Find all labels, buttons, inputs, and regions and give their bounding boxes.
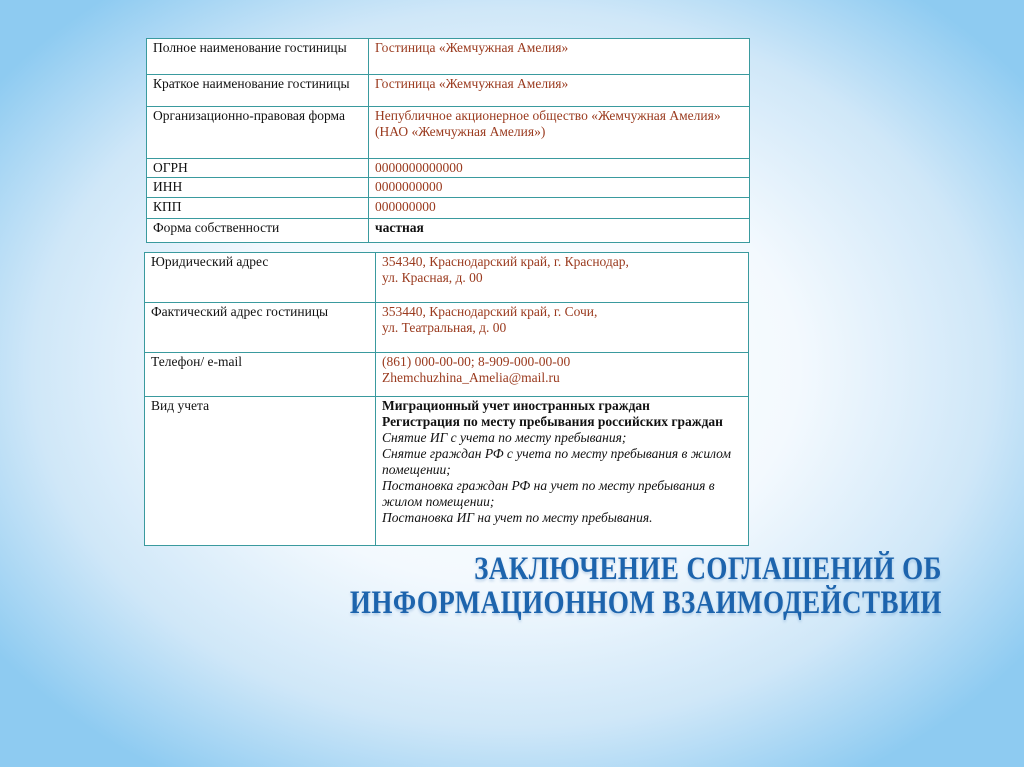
account-type-item: Постановка граждан РФ на учет по месту пребывания в жилом помещении; — [382, 478, 715, 509]
table-row — [147, 178, 750, 198]
address-line: ул. Театральная, д. 00 — [382, 320, 507, 335]
account-type-item: Снятие ИГ с учета по месту пребывания; — [382, 430, 627, 445]
hotel-contacts-table — [144, 252, 749, 546]
row-label: Форма собственности — [147, 219, 369, 243]
table-row — [145, 253, 749, 303]
title-line: ИНФОРМАЦИОННОМ ВЗАИМОДЕЙСТВИИ — [350, 585, 942, 621]
table-row — [147, 159, 750, 178]
email-text: Zhemchuzhina_Amelia@mail.ru — [382, 370, 560, 385]
table-row — [145, 353, 749, 397]
phone-text: (861) 000-00-00; 8-909-000-00-00 — [382, 354, 571, 369]
row-label: Юридический адрес — [145, 253, 376, 303]
account-type-item: Миграционный учет иностранных граждан — [382, 398, 650, 413]
slide-title — [350, 552, 942, 620]
hotel-info-table — [146, 38, 750, 243]
table-row — [145, 303, 749, 353]
row-value: Непубличное акционерное общество «Жемчужная Амелия» (НАО «Жемчужная Амелия») — [369, 107, 750, 159]
row-label: Полное наименование гостиницы — [147, 39, 369, 75]
row-value: 0000000000000 — [369, 159, 750, 178]
row-value: Гостиница «Жемчужная Амелия» — [369, 75, 750, 107]
table-row — [147, 219, 750, 243]
row-label: КПП — [147, 198, 369, 219]
account-type-item: Регистрация по месту пребывания российских граждан — [382, 414, 723, 429]
row-label: ИНН — [147, 178, 369, 198]
address-line: 354340, Краснодарский край, г. Краснодар, — [382, 254, 629, 269]
table-row — [145, 397, 749, 546]
row-label: Вид учета — [145, 397, 376, 546]
address-line: 353440, Краснодарский край, г. Сочи, — [382, 304, 598, 319]
account-type-item: Постановка ИГ на учет по месту пребывания. — [382, 510, 653, 525]
row-value: 000000000 — [369, 198, 750, 219]
table-row — [147, 198, 750, 219]
row-value — [376, 353, 749, 397]
row-value: 0000000000 — [369, 178, 750, 198]
table-row — [147, 39, 750, 75]
title-line: ЗАКЛЮЧЕНИЕ СОГЛАШЕНИЙ ОБ — [474, 551, 942, 587]
row-label: Телефон/ e-mail — [145, 353, 376, 397]
row-value — [376, 397, 749, 546]
row-label: Организационно-правовая форма — [147, 107, 369, 159]
row-label: Фактический адрес гостиницы — [145, 303, 376, 353]
account-type-item: Снятие граждан РФ с учета по месту пребывания в жилом помещении; — [382, 446, 731, 477]
row-value: частная — [369, 219, 750, 243]
row-value — [376, 253, 749, 303]
table-row — [147, 107, 750, 159]
row-value: Гостиница «Жемчужная Амелия» — [369, 39, 750, 75]
table-row — [147, 75, 750, 107]
row-label: ОГРН — [147, 159, 369, 178]
row-label: Краткое наименование гостиницы — [147, 75, 369, 107]
address-line: ул. Красная, д. 00 — [382, 270, 483, 285]
row-value — [376, 303, 749, 353]
